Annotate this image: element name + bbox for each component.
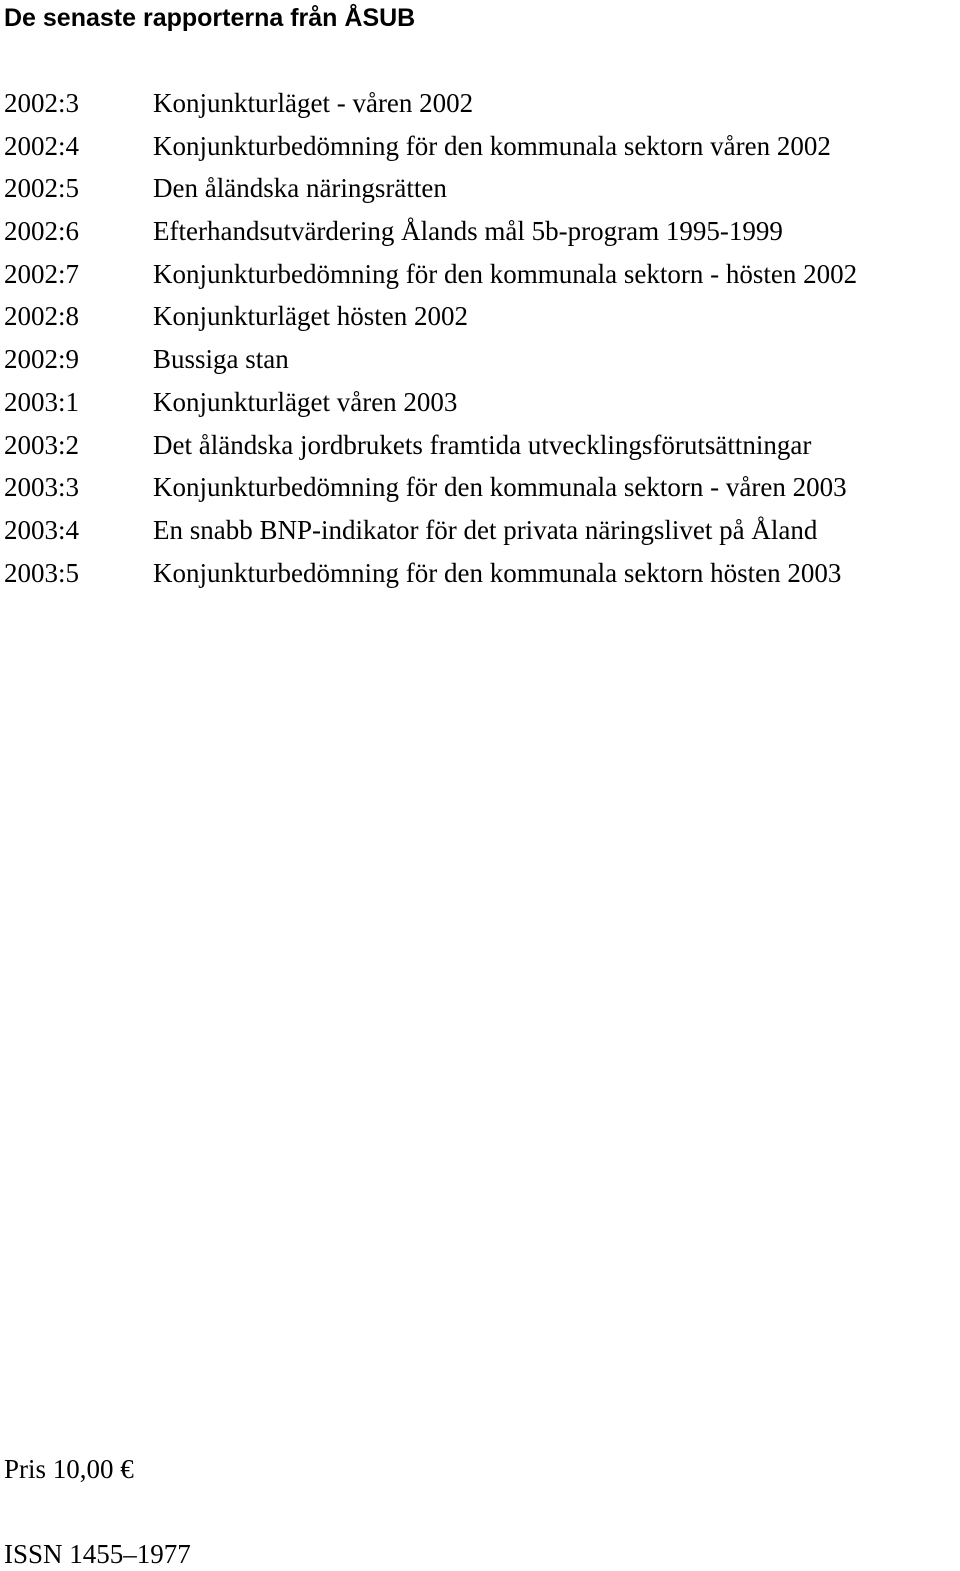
report-title: Konjunkturbedömning för den kommunala sektorn - hösten 2002 — [153, 258, 858, 289]
report-code: 2003:1 — [4, 386, 80, 417]
report-code: 2003:4 — [4, 514, 80, 545]
report-row — [4, 257, 857, 300]
report-code: 2002:5 — [4, 173, 80, 204]
report-code: 2002:7 — [4, 258, 80, 289]
report-row — [4, 342, 857, 385]
report-row — [4, 385, 857, 428]
report-title: Konjunkturläget hösten 2002 — [153, 301, 468, 332]
report-title: En snabb BNP-indikator för det privata näringslivet på Åland — [153, 514, 818, 545]
report-title: Det åländska jordbrukets framtida utvecklingsförutsättningar — [153, 429, 812, 460]
report-code: 2003:5 — [4, 557, 80, 588]
report-code: 2002:6 — [4, 216, 80, 247]
report-title: Konjunkturbedömning för den kommunala sektorn - våren 2003 — [153, 472, 847, 503]
report-row — [4, 470, 857, 513]
report-row — [4, 556, 857, 599]
price-text: Pris 10,00 € — [4, 1454, 134, 1484]
report-title: Konjunkturläget - våren 2002 — [153, 88, 474, 118]
report-row — [4, 428, 857, 471]
report-title: Konjunkturbedömning för den kommunala sektorn hösten 2003 — [153, 557, 842, 588]
report-title: Konjunkturbedömning för den kommunala sektorn våren 2002 — [153, 130, 831, 161]
report-code: 2003:2 — [4, 429, 80, 460]
report-list — [4, 86, 857, 598]
report-row — [4, 129, 857, 172]
report-title: Efterhandsutvärdering Ålands mål 5b-program 1995-1999 — [153, 216, 783, 247]
report-row — [4, 513, 857, 556]
page-heading: De senaste rapporterna från ÅSUB — [4, 4, 416, 32]
report-code: 2003:3 — [4, 472, 80, 503]
report-code: 2002:3 — [4, 88, 80, 118]
report-row — [4, 299, 857, 342]
report-row — [4, 171, 857, 214]
report-code: 2002:9 — [4, 344, 80, 375]
report-row — [4, 214, 857, 257]
report-title: Konjunkturläget våren 2003 — [153, 386, 458, 417]
issn-text: ISSN 1455–1977 — [4, 1539, 191, 1569]
report-code: 2002:8 — [4, 301, 80, 332]
report-title: Den åländska näringsrätten — [153, 173, 447, 204]
report-code: 2002:4 — [4, 130, 80, 161]
report-row — [4, 86, 857, 129]
report-title: Bussiga stan — [153, 344, 289, 375]
